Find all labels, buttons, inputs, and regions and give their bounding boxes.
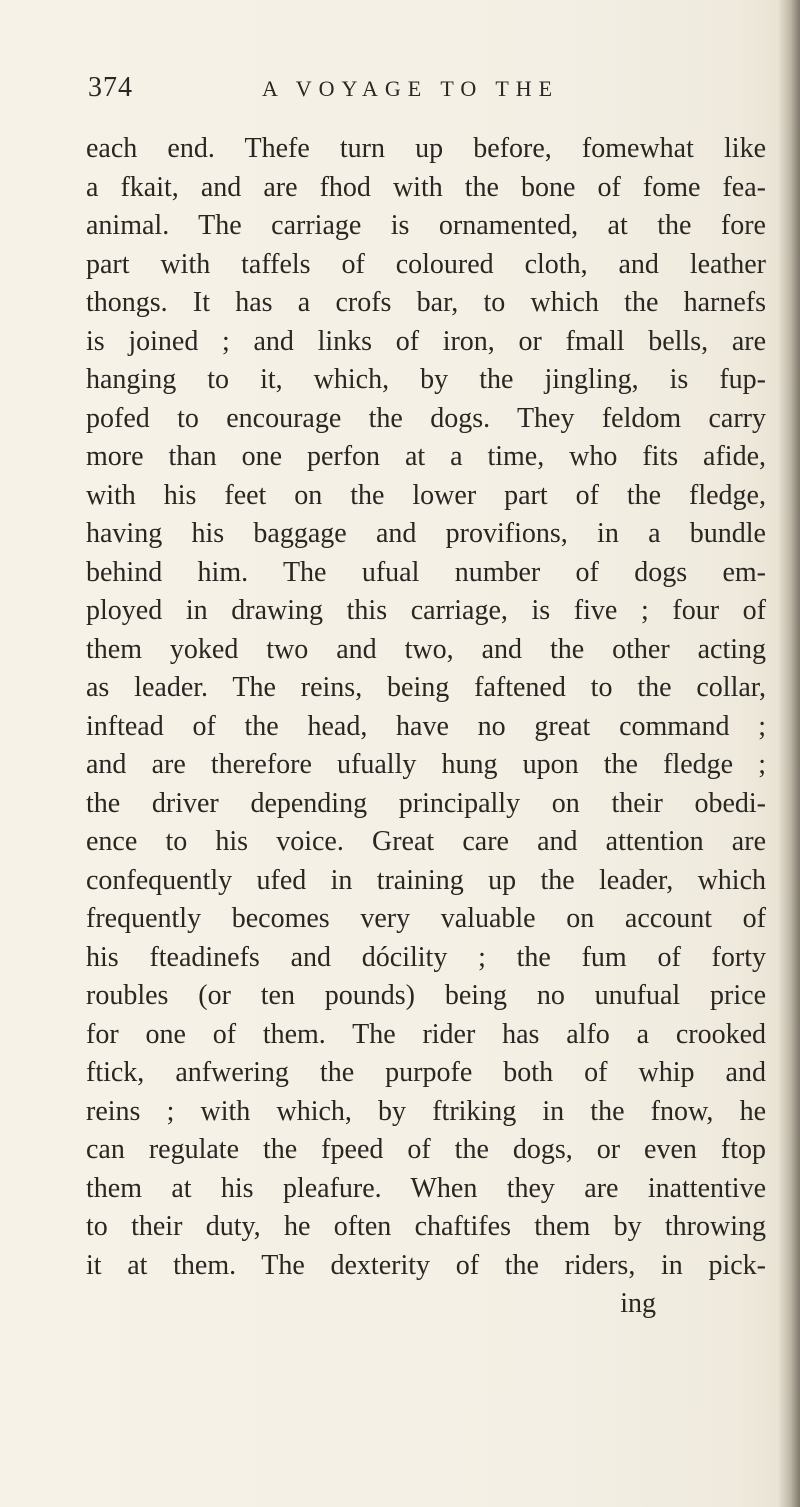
text-line: more than one perfon at a time, who fits afide, (86, 441, 766, 472)
text-line: thongs. It has a crofs bar, to which the harnefs (86, 287, 766, 318)
text-line: the driver depending principally on their obedi- (86, 787, 766, 819)
text-line: a fkait, and are fhod with the bone of fome fea- (86, 171, 766, 203)
text-line: having his baggage and provifions, in a bundle (86, 518, 766, 549)
text-line: confequently ufed in training up the leader, which (86, 864, 766, 896)
text-line: it at them. The dexterity of the riders, in pick- (86, 1249, 766, 1281)
text-line: and are therefore ufually hung upon the fledge ; (86, 749, 766, 780)
text-line: for one of them. The rider has alfo a crooked (86, 1018, 766, 1050)
text-line: roubles (or ten pounds) being no unufual price (86, 980, 766, 1011)
text-line: animal. The carriage is ornamented, at the fore (86, 210, 766, 241)
text-line: as leader. The reins, being faftened to the collar, (86, 672, 766, 703)
text-line: reins ; with which, by ftriking in the fnow, he (86, 1095, 766, 1127)
text-line: ployed in drawing this carriage, is five ; four of (86, 595, 766, 626)
text-line: his fteadinefs and dócility ; the fum of forty (86, 941, 766, 973)
text-line: behind him. The ufual number of dogs em- (86, 556, 766, 588)
text-line: ence to his voice. Great care and attention are (86, 826, 766, 857)
text-line: pofed to encourage the dogs. They feldom carry (86, 402, 766, 434)
text-line: each end. Thefe turn up before, fomewhat like (86, 133, 766, 164)
text-line: ftick, anfwering the purpofe both of whip and (86, 1057, 766, 1088)
text-line: is joined ; and links of iron, or fmall bells, are (86, 325, 766, 357)
text-line: to their duty, he often chaftifes them by throwing (86, 1211, 766, 1242)
body-text (86, 130, 766, 1324)
text-line: with his feet on the lower part of the fledge, (86, 479, 766, 511)
catchword: ing (620, 1288, 656, 1319)
text-line: them yoked two and two, and the other acting (86, 633, 766, 665)
page-edge-shadow (778, 0, 800, 1507)
text-line: inftead of the head, have no great command ; (86, 710, 766, 742)
text-line: frequently becomes very valuable on account of (86, 903, 766, 934)
text-line: part with taffels of coloured cloth, and leather (86, 248, 766, 280)
page-number: 374 (88, 72, 133, 103)
text-line: can regulate the fpeed of the dogs, or even ftop (86, 1134, 766, 1165)
text-line: hanging to it, which, by the jingling, is fup- (86, 364, 766, 395)
running-head: A VOYAGE TO THE (262, 76, 560, 101)
page-header (88, 72, 718, 112)
text-line: them at his pleafure. When they are inattentive (86, 1172, 766, 1204)
